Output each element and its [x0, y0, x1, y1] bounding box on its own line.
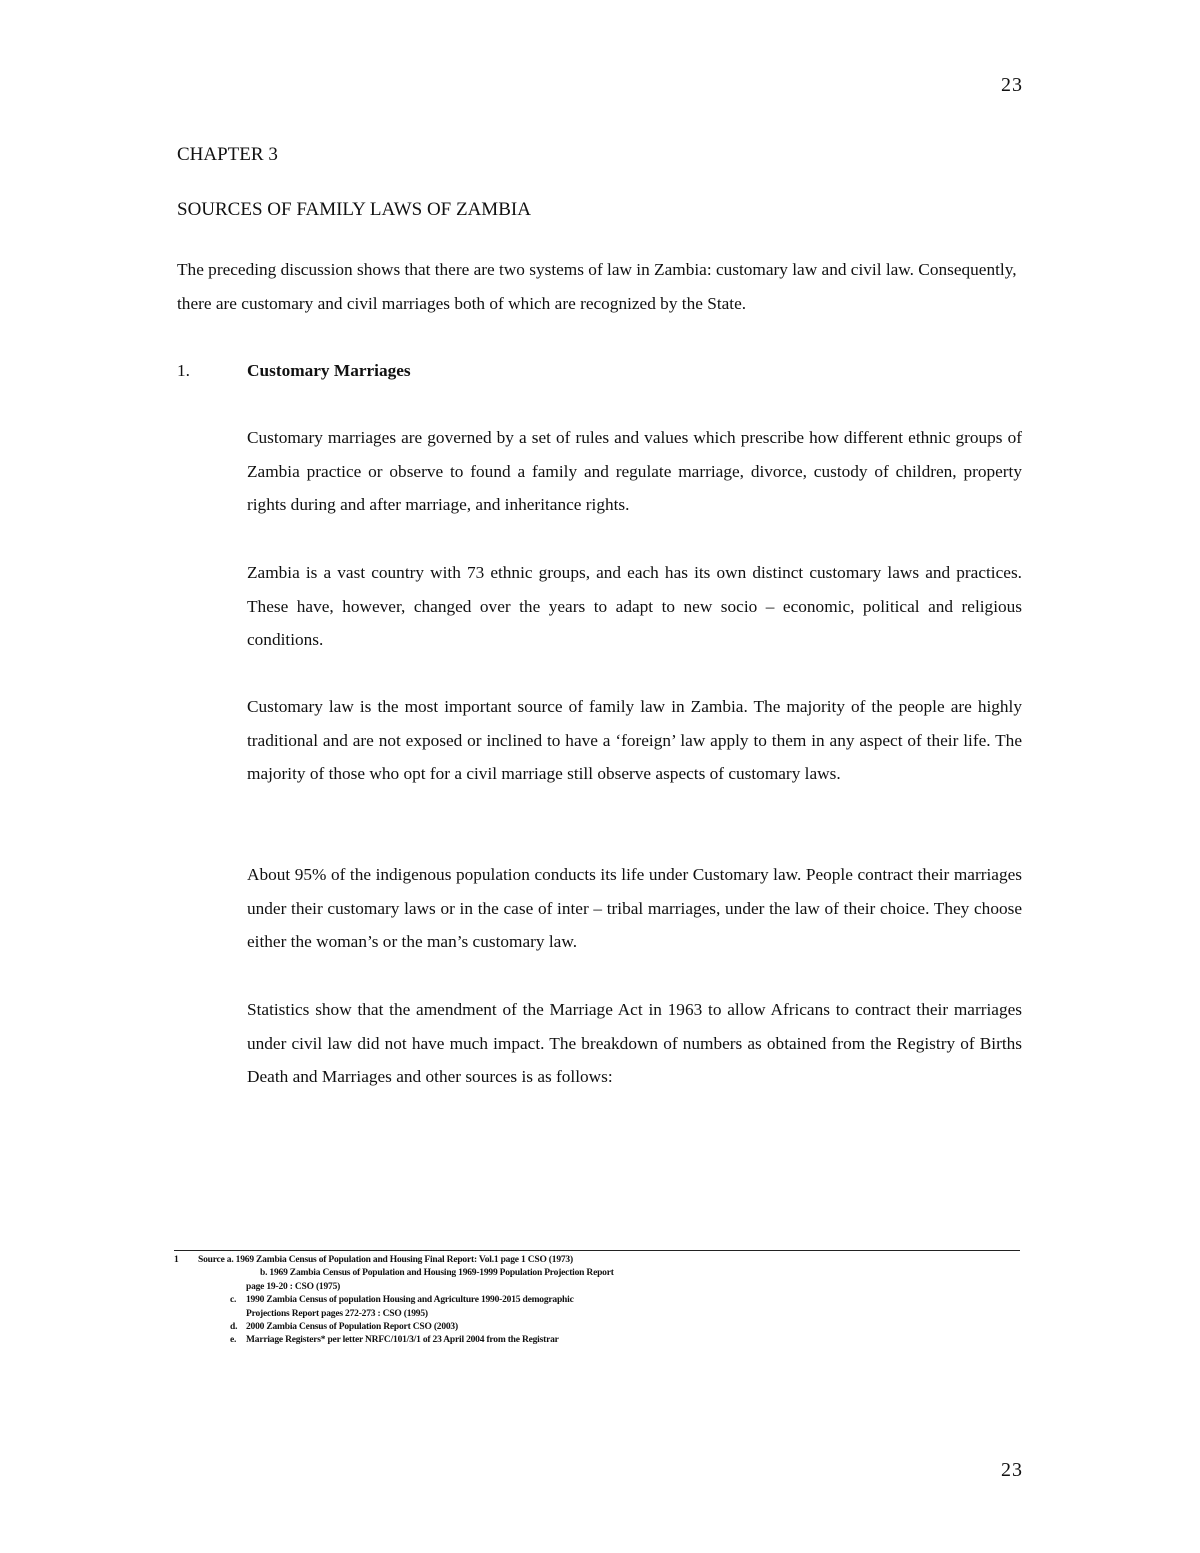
paragraph-customary-importance: Customary law is the most important source of family law in Zambia. The majority of the people are highly traditional and are not exposed or inclined to have a ‘foreign’ law apply to them in any aspect of their life. The majority of those who opt for a civil marriage still observe aspects of customary laws. — [247, 697, 1022, 784]
footnote-line-c-cont: Projections Report pages 272-273 : CSO (1995) — [246, 1308, 428, 1319]
footnotes — [174, 1254, 1020, 1348]
intro-paragraph: The preceding discussion shows that there are two systems of law in Zambia: customary law and civil law. Consequently, there are customary and civil marriages both of which are recognized by the State. — [177, 260, 1017, 313]
footnote-text-e: Marriage Registers* per letter NRFC/101/3/1 of 23 April 2004 from the Registrar — [246, 1335, 559, 1346]
section-heading: SOURCES OF FAMILY LAWS OF ZAMBIA — [177, 199, 531, 220]
subsection-number: 1. — [177, 361, 190, 380]
footnote-letter-d: d. — [230, 1322, 238, 1333]
footnote-separator — [174, 1250, 1020, 1251]
footnote-marker: 1 — [174, 1255, 179, 1265]
footnote-line-b: b. 1969 Zambia Census of Population and Housing 1969-1999 Population Projection Report — [260, 1268, 614, 1279]
page-number-top: 23 — [1001, 74, 1023, 96]
paragraph-statistics: Statistics show that the amendment of the Marriage Act in 1963 to allow Africans to contract their marriages under civil law did not have much impact. The breakdown of numbers as obtained from the Registry of Births Death and Marriages and other sources is as follows: — [247, 1000, 1022, 1087]
footnote-line-b-cont: page 19-20 : CSO (1975) — [246, 1281, 341, 1292]
footnote-text-a: Source a. 1969 Zambia Census of Population and Housing Final Report: Vol.1 page 1 CSO (1973) — [198, 1255, 573, 1265]
paragraph-customary-definition: Customary marriages are governed by a set of rules and values which prescribe how different ethnic groups of Zambia practice or observe to found a family and regulate marriage, divorce, custody of children, property rights during and after marriage, and inheritance rights. — [247, 428, 1022, 515]
footnote-line-e — [174, 1334, 1020, 1347]
footnote-line-d — [174, 1321, 1020, 1334]
footnote-text-c: 1990 Zambia Census of population Housing and Agriculture 1990-2015 demographic — [246, 1295, 574, 1306]
chapter-heading: CHAPTER 3 — [177, 144, 278, 165]
paragraph-ethnic-groups: Zambia is a vast country with 73 ethnic groups, and each has its own distinct customary laws and practices. These have, however, changed over the years to adapt to new socio – economic, political and religious conditions. — [247, 563, 1022, 650]
subsection-heading — [177, 354, 411, 388]
footnote-text-d: 2000 Zambia Census of Population Report CSO (2003) — [246, 1322, 458, 1333]
footnote-letter-e: e. — [230, 1335, 237, 1346]
paragraph-population-share: About 95% of the indigenous population conducts its life under Customary law. People contract their marriages under their customary laws or in the case of inter – tribal marriages, under the law of their choice. They choose either the woman’s or the man’s customary law. — [247, 865, 1022, 952]
subsection-title: Customary Marriages — [247, 361, 411, 380]
footnote-line-a — [174, 1254, 1020, 1267]
footnote-line-c — [174, 1294, 1020, 1307]
page-number-bottom: 23 — [1001, 1459, 1023, 1481]
footnote-letter-c: c. — [230, 1295, 237, 1306]
